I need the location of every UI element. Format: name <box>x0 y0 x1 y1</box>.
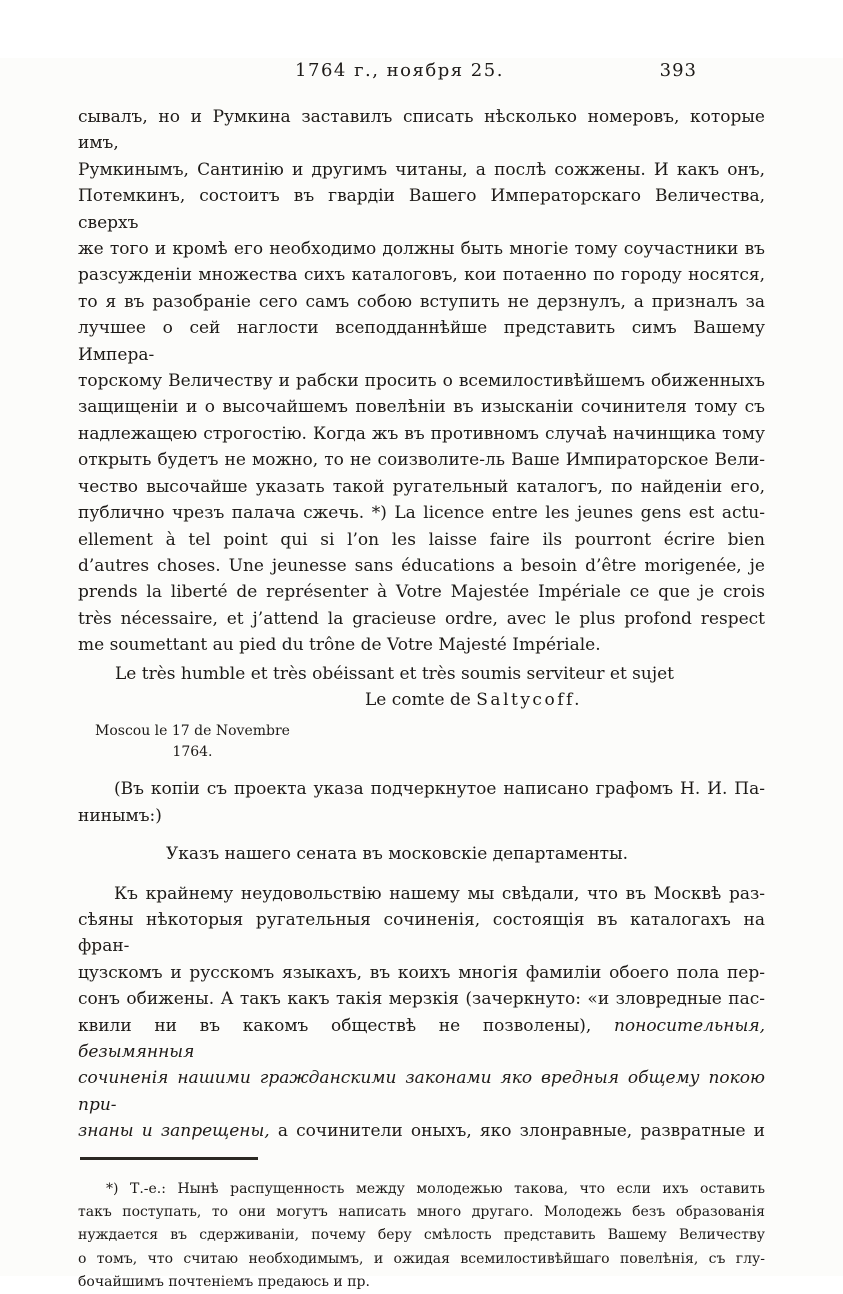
text-line: сѣяны нѣкоторыя ругательныя сочиненія, состоящія въ каталогахъ на фран- <box>78 909 765 957</box>
text-line: цузскомъ и русскомъ языкахъ, въ коихъ многія фамиліи обоего пола пер- <box>78 962 765 983</box>
text-line: разсужденіи множества сихъ каталоговъ, кои потаенно по городу носятся, <box>78 265 765 286</box>
decree-heading: Указъ нашего сената въ московскіе департаменты. <box>166 844 629 865</box>
signature-prefix: Le comte de <box>365 689 471 710</box>
dateline-year: 1764. <box>172 744 213 761</box>
signature-line <box>365 687 765 713</box>
footnote-line: такъ поступать, то они могутъ написать много другаго. Молодежь безъ образованія <box>78 1203 765 1220</box>
page-number: 393 <box>659 60 697 81</box>
text-line: Румкинымъ, Сантинію и другимъ читаны, а послѣ сожжены. И какъ онъ, <box>78 159 765 180</box>
report-paragraph <box>78 104 765 659</box>
text-line: публично чрезъ палача сжечь. *) La licence entre les jeunes gens est actu- <box>78 503 765 524</box>
footnote-separator-rule <box>80 1157 258 1160</box>
text-line <box>78 1118 765 1144</box>
text-line: me soumettant au pied du trône de Votre Majesté Impériale. <box>78 635 601 656</box>
text-line: чество высочайше указать такой ругательный каталогъ, по найденіи его, <box>78 476 765 497</box>
text-line: открыть будетъ не можно, то не соизволите-ль Ваше Импираторское Вели- <box>78 450 765 471</box>
text-regular: а сочинители оныхъ, яко злонравные, развратные и <box>277 1121 766 1142</box>
footnote-line: о томъ, что считаю необходимымъ, и ожидая всемилостивѣйшаго повелѣнія, съ глу- <box>78 1250 765 1267</box>
footnote <box>78 1178 765 1294</box>
text-line: très nécessaire, et j’attend la gracieuse ordre, avec le plus profond respect <box>78 608 765 629</box>
closing-line: Le très humble et très obéissant et très soumis serviteur et sujet <box>115 663 675 684</box>
text-line: надлежащею строгостію. Когда жъ въ противномъ случаѣ начинщика тому <box>78 423 765 444</box>
text-regular: квили ни въ какомъ обществѣ не позволены), <box>78 1015 592 1036</box>
dateline-place: Moscou le 17 de Novembre <box>95 723 290 740</box>
decree-paragraph <box>78 881 765 1145</box>
text-line: сывалъ, но и Румкина заставилъ списать нѣсколько номеровъ, которые имъ, <box>78 107 765 154</box>
text-line: сонъ обижены. А такъ какъ такія мерзкія (зачеркнуто: «и зловредные пас- <box>78 989 765 1010</box>
text-line: торскому Величеству и рабски просить о всемилостивѣйшемъ обиженныхъ <box>78 371 765 392</box>
text-line: (Въ копіи съ проекта указа подчеркнутое написано графомъ Н. И. Па- <box>114 779 765 800</box>
text-line: нинымъ:) <box>78 805 162 826</box>
text-line: prends la liberté de représenter à Votre Majestée Impériale ce que je crois <box>78 582 765 603</box>
text-line: Къ крайнему неудовольствію нашему мы свѣдали, что въ Москвѣ раз- <box>114 883 765 904</box>
text-italic: знаны и запрещены, <box>78 1121 270 1142</box>
text-line: ellement à tel point qui si l’on les laisse faire ils pourront écrire bien <box>78 529 765 550</box>
text-line <box>78 1013 765 1066</box>
editor-note-paragraph <box>78 776 765 829</box>
text-line: то я въ разобраніе сего самъ собою вступить не дерзнулъ, а призналъ за <box>78 291 765 312</box>
footnote-line: нуждается въ сдерживаніи, почему беру смѣлость представить Вашему Величеству <box>78 1227 765 1244</box>
text-line: защищеніи и о высочайшемъ повелѣніи въ изысканіи сочинителя тому съ <box>78 397 765 418</box>
text-line: Потемкинъ, состоитъ въ гвардіи Вашего Императорскаго Величества, сверхъ <box>78 186 765 233</box>
text-line: d’autres choses. Une jeunesse sans éducations a besoin d’être morigenée, je <box>78 555 765 576</box>
text-line: же того и кромѣ его необходимо должны быть многіе тому соучастники въ <box>78 239 765 260</box>
text-line: лучшее о сей наглости всеподданнѣйше представить симъ Вашему Импера- <box>78 318 765 365</box>
book-page <box>0 58 843 1290</box>
running-title: 1764 г., ноября 25. <box>295 60 504 81</box>
footnote-line: бочайшимъ почтеніемъ предаюсь и пр. <box>78 1273 370 1290</box>
page-header <box>78 58 765 84</box>
footnote-line: *) Т.-е.: Нынѣ распущенность между молодежью такова, что если ихъ оставить <box>106 1180 765 1197</box>
dateline <box>95 721 290 763</box>
text-italic: поносительныя, безымянныя <box>78 1015 765 1062</box>
signature-name: Saltycoff. <box>476 689 583 710</box>
text-line: сочиненія нашими гражданскими законами яко вредныя общему покою при- <box>78 1068 765 1115</box>
